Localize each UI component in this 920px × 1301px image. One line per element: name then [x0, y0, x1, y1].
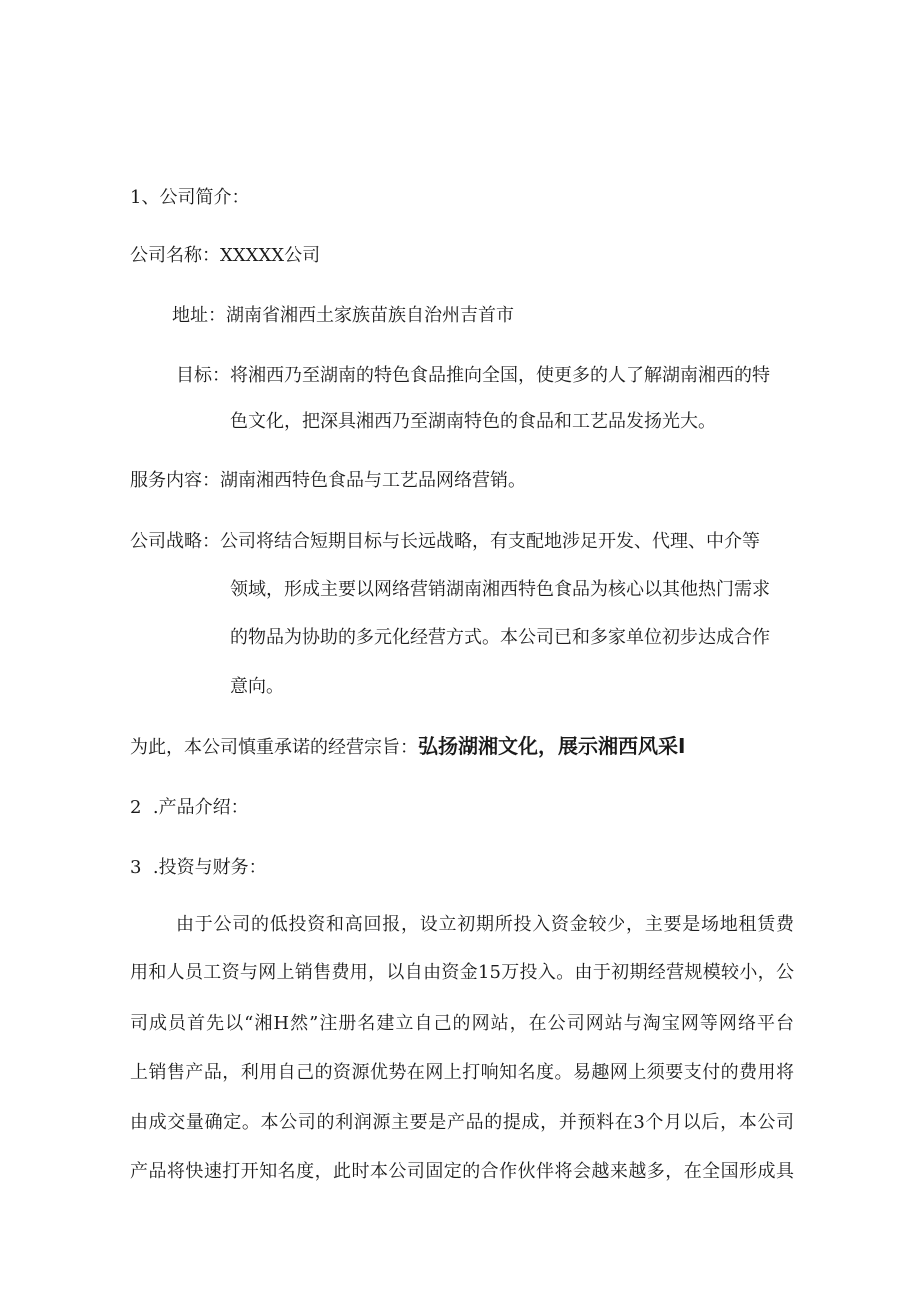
service-content: 服务内容：湖南湘西特色食品与工艺品网络营销。: [130, 470, 526, 491]
company-strategy-line-2: 领域，形成主要以网络营销湖南湘西特色食品为核心以其他热门需求: [230, 579, 770, 600]
investment-paragraph-line: 由于公司的低投资和高回报，设立初期所投入资金较少，主要是场地租赁费: [176, 914, 794, 935]
company-address: 地址：湖南省湘西土家族苗族自治州吉首市: [172, 305, 514, 326]
investment-paragraph-line: 司成员首先以“湘H然”注册名建立自己的网站，在公司网站与淘宝网等网络平台: [130, 1013, 794, 1034]
section-3-heading: 3 .投资与财务：: [130, 857, 267, 878]
investment-paragraph-line: 用和人员工资与网上销售费用，以自由资金15万投入。由于初期经营规模较小，公: [130, 962, 794, 983]
section-1-heading: 1、公司简介：: [130, 187, 250, 208]
company-name: 公司名称：XXXXX公司: [130, 245, 321, 266]
investment-paragraph-line: 上销售产品，利用自己的资源优势在网上打响知名度。易趣网上须要支付的费用将: [130, 1062, 794, 1083]
business-motto-line: [130, 734, 685, 760]
investment-paragraph-line: 产品将快速打开知名度，此时本公司固定的合作伙伴将会越来越多，在全国形成具: [130, 1161, 794, 1182]
section-2-heading: 2 .产品介绍：: [130, 797, 249, 818]
company-goal-line-1: 目标：将湘西乃至湖南的特色食品推向全国，使更多的人了解湖南湘西的特: [176, 365, 770, 386]
motto-slogan: 弘扬湖湘文化，展示湘西风采I: [418, 734, 686, 758]
investment-paragraph-line: 由成交量确定。本公司的利润源主要是产品的提成，并预料在3个月以后，本公司: [130, 1112, 794, 1133]
company-strategy-line-1: 公司战略：公司将结合短期目标与长远战略，有支配地涉足开发、代理、中介等: [130, 531, 760, 552]
company-strategy-line-4: 意向。: [230, 676, 284, 697]
motto-prefix: 为此，本公司慎重承诺的经营宗旨：: [130, 737, 418, 758]
company-goal-line-2: 色文化，把深具湘西乃至湖南特色的食品和工艺品发扬光大。: [230, 411, 716, 432]
company-strategy-line-3: 的物品为协助的多元化经营方式。本公司已和多家单位初步达成合作: [230, 627, 770, 648]
